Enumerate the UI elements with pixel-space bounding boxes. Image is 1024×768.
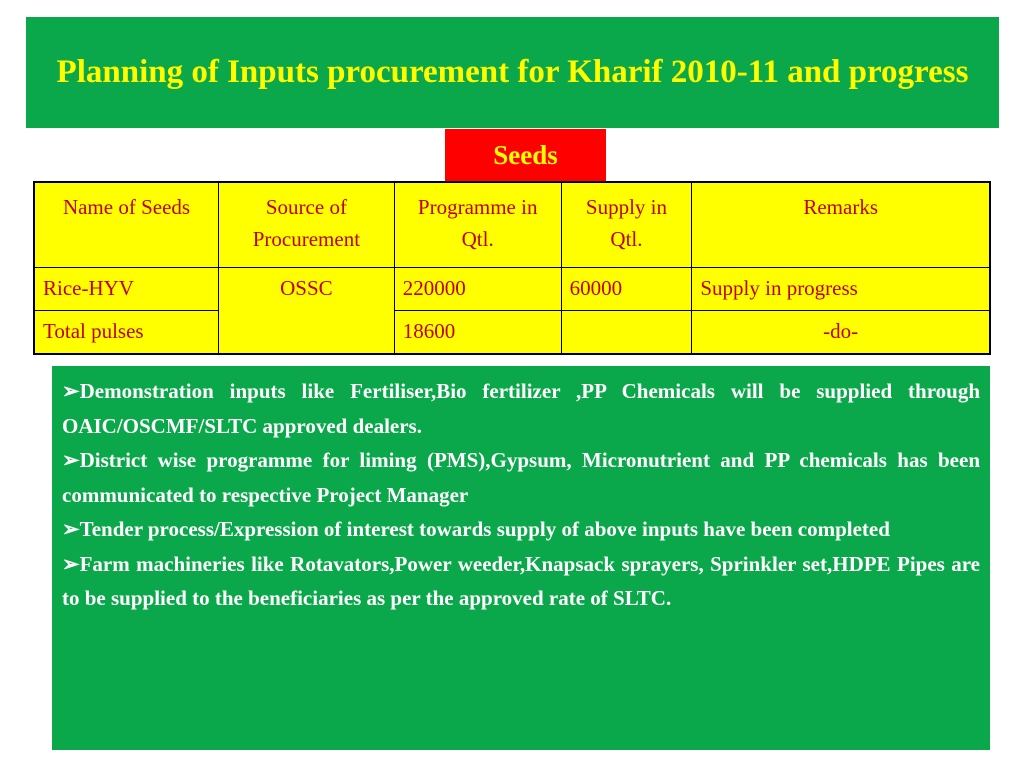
header-remarks: Remarks xyxy=(692,182,990,268)
bullet-item xyxy=(62,374,980,443)
arrow-bullet-icon: ➢ xyxy=(62,448,80,472)
bullet-text: Tender process/Expression of interest towards supply of above inputs have been completed xyxy=(79,517,890,541)
seeds-table xyxy=(33,181,991,355)
arrow-bullet-icon: ➢ xyxy=(62,551,80,576)
cell-programme: 18600 xyxy=(394,311,561,355)
cell-programme: 220000 xyxy=(394,268,561,311)
bullet-item xyxy=(62,443,980,512)
bullet-item xyxy=(62,512,980,547)
cell-seed-name: Total pulses xyxy=(34,311,219,355)
cell-source: OSSC xyxy=(219,268,395,355)
info-box xyxy=(52,366,990,750)
header-name-of-seeds: Name of Seeds xyxy=(34,182,219,268)
arrow-bullet-icon: ➢ xyxy=(62,379,80,403)
cell-remarks: Supply in progress xyxy=(692,268,990,311)
header-programme: Programme in Qtl. xyxy=(394,182,561,268)
bullet-text: District wise programme for liming (PMS),Gypsum, Micronutrient and PP chemicals has been communicated to respective Project Manager xyxy=(62,448,980,507)
page-title: Planning of Inputs procurement for Kharif 2010-11 and progress xyxy=(56,54,969,90)
bullet-text: Demonstration inputs like Fertiliser,Bio fertilizer ,PP Chemicals will be supplied through OAIC/OSCMF/SLTC approved dealers. xyxy=(62,379,980,438)
table-row xyxy=(34,268,990,311)
cell-supply xyxy=(561,311,692,355)
table-header-row xyxy=(34,182,990,268)
cell-remarks: -do- xyxy=(692,311,990,355)
table-row xyxy=(34,311,990,355)
section-label-seeds: Seeds xyxy=(445,129,606,181)
arrow-bullet-icon: ➢ xyxy=(62,517,80,541)
bullet-text: Farm machineries like Rotavators,Power weeder,Knapsack sprayers, Sprinkler set,HDPE Pipes are to be supplied to the beneficiaries as per the approved rate of SLTC. xyxy=(62,551,980,610)
header-source-of-procurement: Source of Procurement xyxy=(219,182,395,268)
title-banner xyxy=(26,17,999,128)
header-supply: Supply in Qtl. xyxy=(561,182,692,268)
cell-supply: 60000 xyxy=(561,268,692,311)
cell-seed-name: Rice-HYV xyxy=(34,268,219,311)
bullet-item xyxy=(62,547,980,616)
